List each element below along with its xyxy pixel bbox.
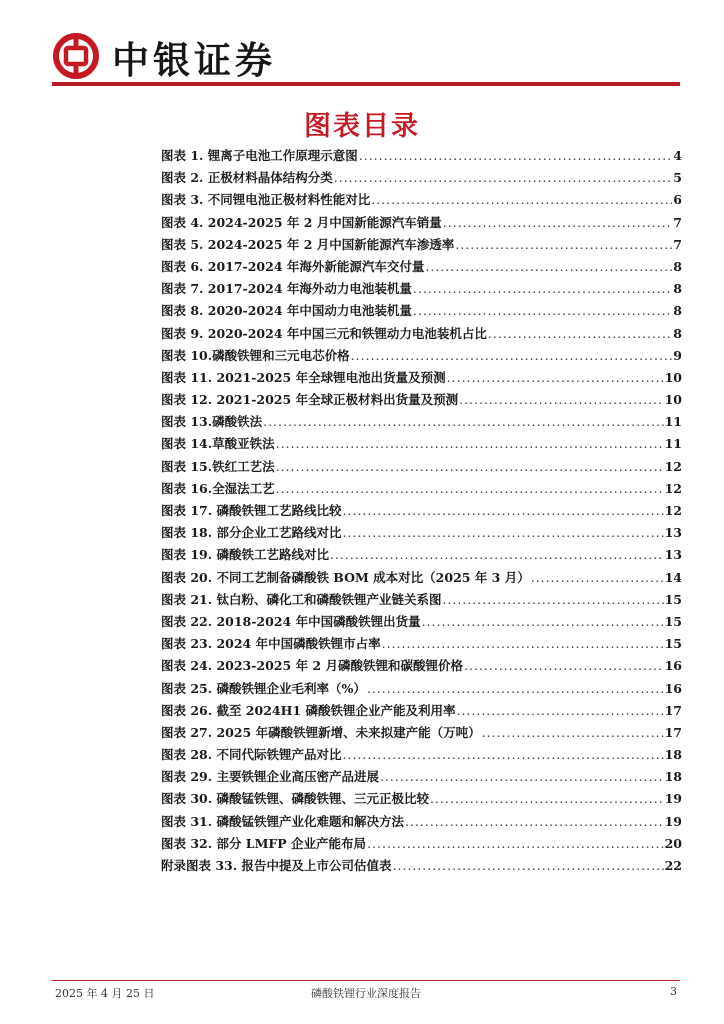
toc-dot-leader: [342, 503, 663, 518]
toc-entry-page: 13: [664, 547, 682, 563]
toc-entry-label: 图表 13.磷酸铁法: [161, 414, 263, 430]
toc-dot-leader: [405, 814, 664, 829]
toc-entry-label: 图表 26. 截至 2024H1 磷酸铁锂企业产能及利用率: [161, 702, 456, 718]
toc-entry-page: 8: [673, 258, 682, 274]
toc-entry-page: 10: [664, 369, 682, 385]
toc-entry[interactable]: [161, 523, 682, 545]
toc-dot-leader: [443, 215, 673, 230]
header-divider: [52, 82, 680, 86]
toc-entry-page: 5: [673, 170, 682, 186]
toc-entry-label: 图表 10.磷酸铁锂和三元电芯价格: [161, 347, 350, 363]
toc-entry-label: 图表 30. 磷酸锰铁锂、磷酸铁锂、三元正极比较: [161, 791, 429, 807]
toc-entry-page: 15: [664, 636, 682, 652]
toc-dot-leader: [531, 570, 664, 585]
toc-entry[interactable]: [161, 634, 682, 656]
toc-entry-page: 12: [664, 458, 682, 474]
toc-dot-leader: [367, 836, 664, 851]
toc-dot-leader: [464, 658, 664, 673]
toc-entry-label: 图表 15.铁红工艺法: [161, 458, 275, 474]
toc-dot-leader: [413, 303, 672, 318]
toc-dot-leader: [276, 436, 664, 451]
toc-entry-page: 22: [664, 858, 682, 873]
toc-entry-page: 7: [673, 214, 682, 230]
toc-entry-page: 11: [664, 436, 682, 452]
toc-entry[interactable]: [161, 390, 682, 412]
toc-entry-page: 12: [664, 503, 682, 518]
toc-dot-leader: [276, 481, 664, 496]
toc-entry-label: 图表 24. 2023-2025 年 2 月磷酸铁锂和碳酸锂价格: [161, 658, 463, 674]
toc-entry-label: 图表 20. 不同工艺制备磷酸铁 BOM 成本对比（2025 年 3 月）: [161, 569, 530, 585]
toc-entry[interactable]: [161, 146, 682, 168]
toc-entry-page: 15: [664, 613, 682, 629]
toc-dot-leader: [442, 592, 663, 607]
toc-dot-leader: [276, 459, 664, 474]
toc-dot-leader: [482, 725, 664, 740]
toc-entry-page: 7: [673, 236, 682, 252]
toc-entry[interactable]: [161, 612, 682, 634]
toc-entry[interactable]: [161, 479, 682, 501]
toc-entry[interactable]: [161, 501, 682, 523]
toc-entry[interactable]: [161, 767, 682, 789]
toc-entry-page: 17: [664, 702, 682, 718]
toc-entry-page: 11: [664, 414, 682, 430]
toc-entry-page: 17: [664, 724, 682, 740]
toc-entry-page: 13: [664, 525, 682, 541]
toc-dot-leader: [488, 326, 672, 341]
toc-entry-page: 6: [673, 192, 682, 208]
toc-entry[interactable]: [161, 235, 682, 257]
footer-date: 2025 年 4 月 25 日: [55, 987, 155, 1000]
toc-dot-leader: [351, 348, 673, 363]
toc-entry-page: 4: [673, 148, 682, 163]
toc-dot-leader: [422, 614, 664, 629]
toc-title: 图表目录: [304, 111, 420, 142]
toc-entry-page: 9: [673, 347, 682, 363]
table-of-figures: [161, 146, 682, 878]
toc-entry[interactable]: [161, 834, 682, 856]
toc-entry[interactable]: [161, 723, 682, 745]
toc-dot-leader: [334, 170, 673, 185]
toc-entry-page: 15: [664, 591, 682, 607]
toc-entry-page: 18: [664, 769, 682, 785]
toc-entry-label: 图表 11. 2021-2025 年全球锂电池出货量及预测: [161, 369, 446, 385]
toc-entry-page: 19: [664, 791, 682, 807]
toc-entry-label: 附录图表 33. 报告中提及上市公司估值表: [161, 858, 392, 873]
toc-dot-leader: [371, 192, 672, 207]
toc-dot-leader: [330, 547, 664, 562]
toc-entry[interactable]: [161, 368, 682, 390]
toc-entry-label: 图表 7. 2017-2024 年海外动力电池装机量: [161, 281, 412, 297]
toc-dot-leader: [413, 281, 672, 296]
toc-entry-page: 10: [664, 392, 682, 408]
toc-entry-label: 图表 16.全湿法工艺: [161, 480, 275, 496]
toc-entry-page: 19: [664, 813, 682, 829]
toc-entry-label: 图表 29. 主要铁锂企业高压密产品进展: [161, 769, 379, 785]
toc-entry-label: 图表 21. 钛白粉、磷化工和磷酸铁锂产业链关系图: [161, 591, 442, 607]
toc-entry[interactable]: [161, 190, 682, 212]
toc-dot-leader: [382, 636, 664, 651]
toc-dot-leader: [425, 259, 672, 274]
footer-report-title: 磷酸铁锂行业深度报告: [311, 987, 421, 1000]
toc-entry-label: 图表 5. 2024-2025 年 2 月中国新能源汽车渗透率: [161, 236, 455, 252]
toc-entry[interactable]: [161, 279, 682, 301]
toc-entry[interactable]: [161, 856, 682, 878]
toc-entry[interactable]: [161, 656, 682, 678]
toc-entry-label: 图表 22. 2018-2024 年中国磷酸铁锂出货量: [161, 613, 421, 629]
toc-entry[interactable]: [161, 257, 682, 279]
toc-entry[interactable]: [161, 457, 682, 479]
toc-entry-label: 图表 12. 2021-2025 年全球正极材料出货量及预测: [161, 392, 459, 408]
toc-entry[interactable]: [161, 701, 682, 723]
toc-entry-page: 12: [664, 480, 682, 496]
toc-dot-leader: [430, 791, 664, 806]
bank-of-china-logo-icon: [52, 32, 100, 80]
toc-entry-page: 8: [673, 325, 682, 341]
toc-entry[interactable]: [161, 213, 682, 235]
toc-dot-leader: [447, 370, 664, 385]
toc-entry[interactable]: [161, 789, 682, 811]
toc-entry-page: 8: [673, 281, 682, 297]
toc-entry-label: 图表 19. 磷酸铁工艺路线对比: [161, 547, 329, 563]
footer-divider: [52, 980, 680, 981]
toc-entry-label: 图表 32. 部分 LMFP 企业产能布局: [161, 835, 367, 851]
toc-entry[interactable]: [161, 301, 682, 323]
toc-entry-label: 图表 25. 磷酸铁锂企业毛利率（%）: [161, 680, 366, 696]
toc-entry[interactable]: [161, 568, 682, 590]
toc-dot-leader: [263, 414, 663, 429]
toc-dot-leader: [456, 703, 663, 718]
toc-entry-page: 8: [673, 303, 682, 319]
toc-entry-label: 图表 31. 磷酸锰铁锂产业化难题和解决方法: [161, 813, 404, 829]
toc-dot-leader: [392, 858, 663, 873]
toc-entry-page: 16: [664, 680, 682, 696]
toc-entry-page: 18: [664, 747, 682, 763]
toc-dot-leader: [359, 148, 673, 163]
toc-dot-leader: [342, 747, 663, 762]
toc-entry[interactable]: [161, 679, 682, 701]
brand-name: 中银证券: [112, 39, 276, 82]
toc-entry[interactable]: [161, 434, 682, 456]
toc-entry[interactable]: [161, 412, 682, 434]
toc-entry-label: 图表 4. 2024-2025 年 2 月中国新能源汽车销量: [161, 214, 442, 230]
toc-entry-label: 图表 8. 2020-2024 年中国动力电池装机量: [161, 303, 412, 319]
toc-entry-page: 16: [664, 658, 682, 674]
report-header: [52, 24, 682, 84]
toc-entry-label: 图表 28. 不同代际铁锂产品对比: [161, 747, 342, 763]
toc-entry-label: 图表 17. 磷酸铁锂工艺路线比较: [161, 503, 342, 518]
toc-entry-label: 图表 2. 正极材料晶体结构分类: [161, 170, 333, 186]
toc-entry[interactable]: [161, 590, 682, 612]
toc-entry-label: 图表 9. 2020-2024 年中国三元和铁锂动力电池装机占比: [161, 325, 487, 341]
toc-entry-label: 图表 27. 2025 年磷酸铁锂新增、未来拟建产能（万吨）: [161, 724, 481, 740]
toc-entry[interactable]: [161, 545, 682, 567]
toc-entry-label: 图表 23. 2024 年中国磷酸铁锂市占率: [161, 636, 381, 652]
footer-page-number: 3: [670, 985, 677, 998]
toc-dot-leader: [342, 525, 663, 540]
toc-entry[interactable]: [161, 324, 682, 346]
toc-dot-leader: [367, 681, 664, 696]
toc-entry-label: 图表 3. 不同锂电池正极材料性能对比: [161, 192, 371, 208]
toc-entry-page: 20: [664, 835, 682, 851]
toc-dot-leader: [459, 392, 664, 407]
toc-dot-leader: [380, 769, 664, 784]
toc-entry[interactable]: [161, 168, 682, 190]
toc-entry-label: 图表 14.草酸亚铁法: [161, 436, 275, 452]
toc-dot-leader: [455, 237, 672, 252]
toc-entry-label: 图表 6. 2017-2024 年海外新能源汽车交付量: [161, 258, 425, 274]
toc-entry-label: 图表 1. 锂离子电池工作原理示意图: [161, 148, 358, 163]
toc-entry[interactable]: [161, 745, 682, 767]
toc-entry-page: 14: [664, 569, 682, 585]
toc-entry[interactable]: [161, 346, 682, 368]
toc-entry-label: 图表 18. 部分企业工艺路线对比: [161, 525, 342, 541]
toc-entry[interactable]: [161, 812, 682, 834]
